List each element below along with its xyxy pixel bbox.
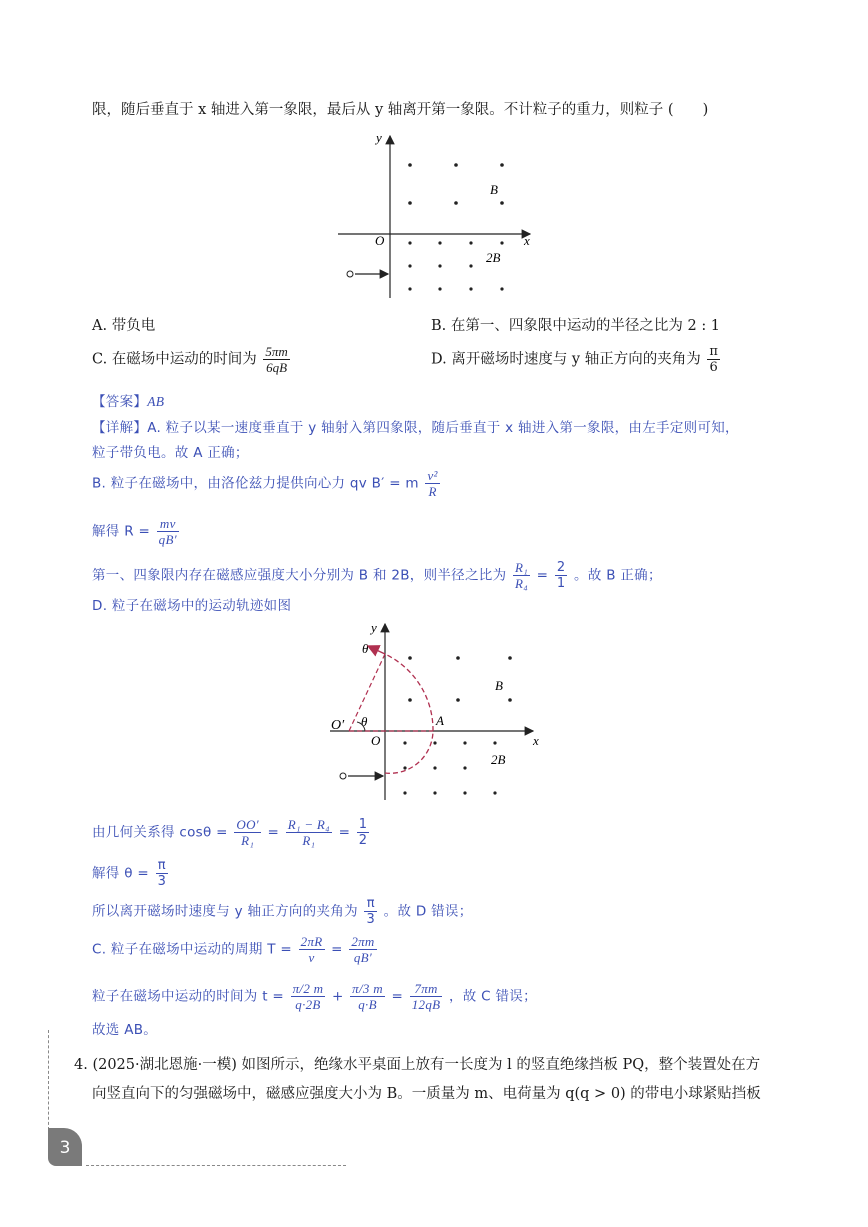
option-c-num: 5πm [265,344,288,359]
detail-11-f1-den: q·2B [295,997,321,1012]
page-divider-horizontal [86,1165,346,1166]
point-label-a: A [436,713,444,728]
origin-label: O [375,233,385,248]
detail-11-f3-num: 7πm [410,981,443,997]
detail-9-num: π [364,896,377,912]
detail-7-f2-den: R₁ [302,833,316,848]
q4-line-2: 向竖直向下的匀强磁场中，磁感应强度大小为 B。一质量为 m、电荷量为 q(q > 0) 的带电小球紧贴挡板 [92,1086,761,1102]
origin-label-2: O [371,733,381,748]
figure-trajectory [325,618,555,808]
detail-text-9: 所以离开磁场时速度与 y 轴正方向的夹角为 [92,903,358,920]
axis-label-x: x [524,233,530,248]
detail-10-f2-num: 2πm [351,934,375,949]
axis-label-y: y [376,130,382,145]
detail-11-post: ，故 C 错误； [448,988,537,1005]
option-c-text: C. 在磁场中运动的时间为 [92,351,257,368]
option-d-num: π [709,344,718,359]
option-c [92,344,292,375]
detail-text-8: 解得 θ = [92,865,149,882]
detail-8-num: π [156,858,169,874]
question-intro-line: 限，随后垂直于 x 轴进入第一象限，最后从 y 轴离开第一象限。不计粒子的重力，则粒子 ( ) [92,102,709,118]
detail-line-6: D. 粒子在磁场中的运动轨迹如图 [92,598,292,614]
detail-3-num: v² [427,468,438,483]
detail-7-f2-num: R₁ − R₄ [287,817,330,832]
detail-line-5 [92,560,662,591]
point-label-oprime: O′ [331,718,345,733]
detail-line-10: C. 粒子在磁场中运动的周期 T = $\frac{2\pi R}{v}$ = $\frac{2\pi m}{qB'}$ [92,934,375,965]
detail-line-12: 故选 AB。 [92,1022,158,1038]
detail-7-f3-num: 1 [358,817,368,832]
detail-11-f3-den: 12qB [411,997,441,1012]
particle-icon [347,271,353,277]
detail-line-2: 粒子带负电。故 A 正确； [92,445,249,461]
axis-label-y-2: y [371,620,377,635]
particle-icon-2 [340,773,346,779]
page-number-badge: 3 [48,1128,82,1166]
option-d-den: 6 [709,360,718,375]
detail-7-f3-den: 2 [358,833,368,848]
detail-text-1: A. 粒子以某一速度垂直于 y 轴射入第四象限，随后垂直于 x 轴进入第一象限，由左手定则可知， [147,420,739,436]
detail-line-11: 粒子在磁场中运动的时间为 t = $\frac{\pi/2 m}{q\cdot 2B}$ + $\frac{\pi/3 m}{q\cdot B}$ = $\frac{7\pi m}{12qB}$ ，故 C 错误； [92,981,537,1012]
answer-value: AB [147,394,165,409]
option-d [431,344,722,375]
detail-text-4: 解得 R = [92,523,151,540]
detail-10-f1-den: v [308,950,315,965]
detail-11-f2-den: q·B [358,997,377,1012]
detail-text-10: C. 粒子在磁场中运动的周期 T = [92,941,293,958]
detail-7-f1-num: OO′ [236,817,259,832]
field-label-2b: 2B [486,250,501,265]
detail-11-f1-num: π/2 m [292,981,324,996]
field-dots-q4-2 [403,741,496,794]
detail-line-3 [92,468,442,499]
detail-5-f1-den: R₄ [514,576,529,591]
field-label-b-2: B [495,678,503,693]
exit-velocity-arrow [368,646,385,654]
detail-text-11: 粒子在磁场中运动的时间为 t = [92,988,284,1005]
figure-magnetic-field-1 [330,128,570,308]
detail-text-5: 第一、四象限内存在磁感应强度大小分别为 B 和 2B，则半径之比为 [92,567,507,584]
detail-line-9 [92,896,473,927]
detail-9-den: 3 [366,912,376,927]
detail-line-4 [92,516,181,547]
field-label-b: B [490,182,498,197]
detail-10-f1-num: 2πR [300,934,323,949]
detail-5-f2-den: 1 [556,576,566,591]
detail-text-7: 由几何关系得 cosθ = [92,824,228,841]
detail-5-post: 。故 B 正确； [574,567,662,584]
detail-11-f2-num: π/3 m [352,981,383,996]
angle-label-theta-2: θ [362,641,369,656]
page-divider-vertical [48,1030,49,1130]
angle-label-theta-1: θ [361,714,368,729]
detail-line-7: 由几何关系得 cosθ = $\frac{OO'}{\text{R₁}}$ = $\frac{\text{R₁ − R₄}}{\text{R₁}}$ = $\frac{1}{2}$ [92,817,368,848]
detail-line-1 [92,418,739,438]
trajectory-q1 [385,654,433,731]
detail-text-3: B. 粒子在磁场中，由洛伦兹力提供向心力 qv B′ = m [92,475,419,492]
option-d-text: D. 离开磁场时速度与 y 轴正方向的夹角为 [431,351,701,368]
option-c-den: 6qB [266,360,288,375]
answer-tag: 【答案】 [92,394,148,410]
detail-4-num: mv [157,516,179,532]
detail-tag: 【详解】 [92,420,148,436]
detail-line-8 [92,858,170,889]
field-dots-q4 [408,241,503,290]
detail-5-f1-num: R₁ [514,560,529,575]
detail-5-eq: = [536,567,549,584]
detail-5-f2-num: 2 [556,560,566,575]
field-label-2b-2: 2B [491,752,506,767]
trajectory-q4 [385,731,433,773]
detail-8-den: 3 [157,874,167,889]
option-a: A. 带负电 [92,318,156,334]
detail-7-f1-den: R₁ [241,833,255,848]
detail-4-den: qB′ [158,532,177,547]
detail-9-post: 。故 D 错误； [383,903,473,920]
option-b: B. 在第一、四象限中运动的半径之比为 2 : 1 [431,318,721,334]
detail-3-den: R [428,484,437,499]
detail-10-f2-den: qB′ [353,950,373,965]
answer-line [92,392,164,412]
axis-label-x-2: x [533,733,539,748]
q4-line-1: 4. (2025·湖北恩施·一模) 如图所示，绝缘水平桌面上放有一长度为 l 的竖直绝缘挡板 PQ，整个装置处在方 [74,1057,761,1073]
